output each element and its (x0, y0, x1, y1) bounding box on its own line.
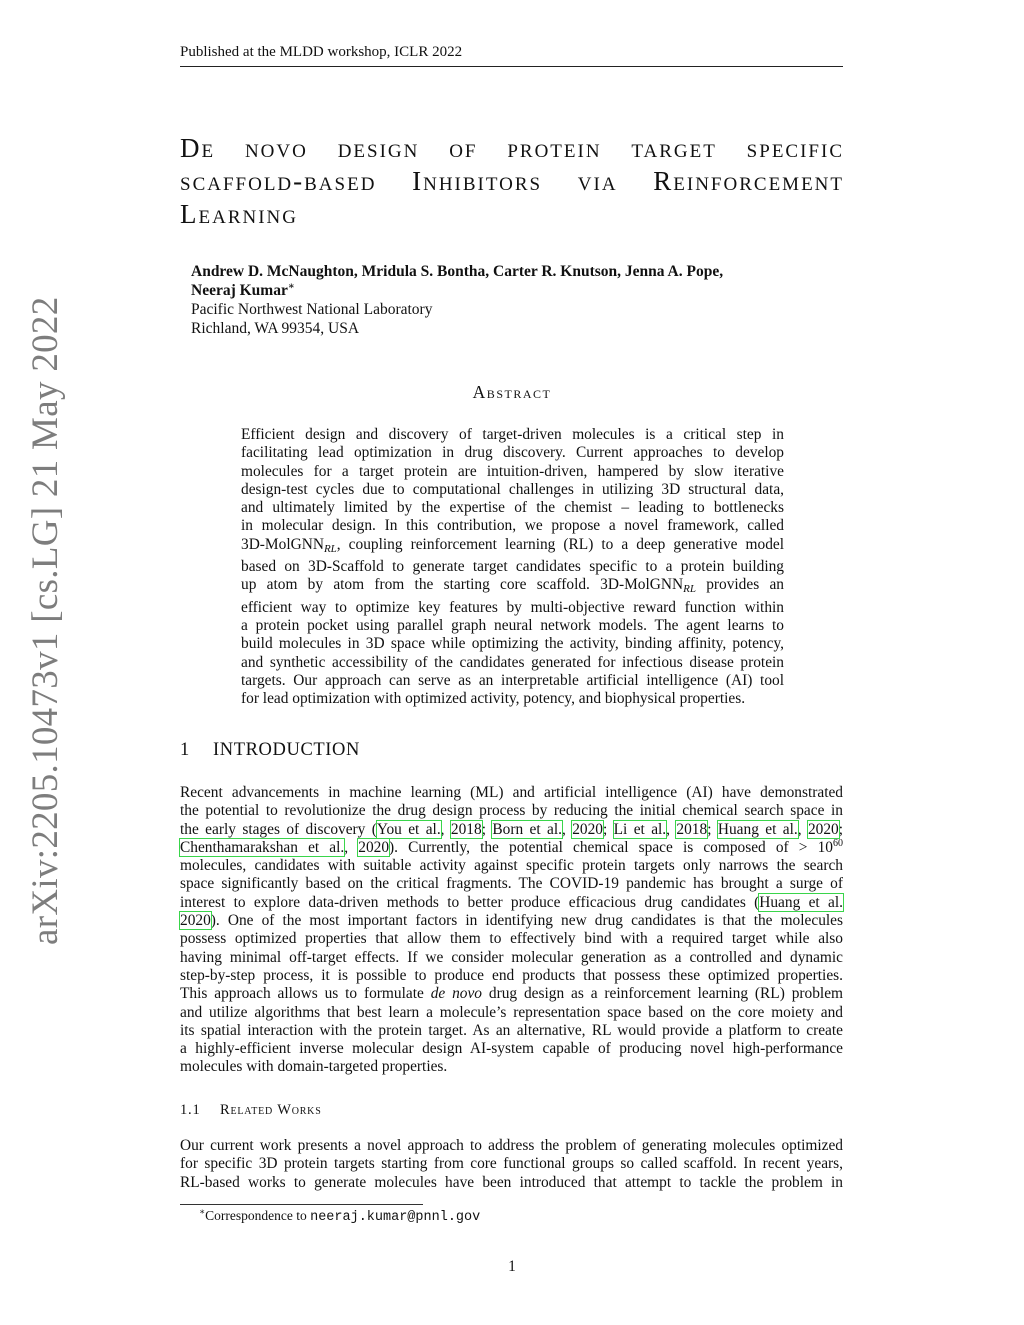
corresponding-mark: ∗ (287, 280, 295, 292)
abstract-line: and synthetic accessibility of the candidates generated for infectious disease protein (241, 653, 784, 671)
body-line: for specific 3D protein targets starting from core functional groups so called scaffold. In recent years, (180, 1155, 843, 1173)
abstract-line: and ultimately limited by the expertise of the chemist – leading to bottlenecks (241, 499, 784, 517)
abstract-line: in molecular design. In this contribution, we propose a novel framework, called (241, 517, 784, 535)
citation-link[interactable]: Huang et al. (717, 820, 798, 838)
body-line: a highly-efficient inverse molecular design AI-system capable of producing novel high-performance (180, 1040, 843, 1058)
title-line: Learning (180, 199, 298, 229)
body-line: step-by-step process, it is possible to produce end products that possess these optimized properties. (180, 966, 843, 984)
citation-year-link[interactable]: 2020 (180, 912, 211, 930)
body-line: RL-based works to generate molecules have been introduced that attempt to tackle the problem in (180, 1173, 843, 1191)
body-line: and utilize algorithms that best learn a molecule’s representation space based on the core moiety and (180, 1003, 843, 1021)
page-number: 1 (508, 1258, 516, 1275)
body-line: Our current work presents a novel approach to address the problem of generating molecules optimized (180, 1137, 843, 1154)
citation-link[interactable]: Born et al. (492, 820, 562, 838)
abstract-line: efficient way to optimize key features by multi-objective reward function within (241, 598, 784, 616)
abstract-line: a protein pocket using parallel graph neural network models. The agent learns to (241, 616, 784, 634)
body-line: its spatial interaction with the protein target. As an alternative, RL would provide a platform to create (180, 1021, 843, 1039)
header-rule (180, 66, 843, 67)
footnote: ∗Correspondence to neeraj.kumar@pnnl.gov (199, 1206, 481, 1225)
body-line: molecules with domain-targeted properties. (180, 1058, 448, 1076)
section-heading-introduction: 1 INTRODUCTION (180, 740, 360, 760)
abstract-line: based on 3D-Scaffold to generate target candidates specific to a protein building (241, 558, 784, 576)
body-line: space significantly based on the critical fragments. The COVID-19 pandemic has brought a surge of (180, 875, 843, 893)
introduction-body (180, 784, 843, 1077)
citation-year-link[interactable]: 2020 (807, 820, 839, 838)
abstract-line: Efficient design and discovery of target-driven molecules is a critical step in (241, 426, 784, 443)
abstract-line: 3D-MolGNNRL, coupling reinforcement learning (RL) to a deep generative model (241, 535, 784, 555)
body-line: possess optimized properties that allow them to effectively bind with a required target while also (180, 930, 843, 948)
related-works-body (180, 1137, 843, 1192)
citation-link[interactable]: Chenthamarakshan et al. (180, 838, 345, 856)
body-line: the potential to revolutionize the drug design process by reducing the initial chemical search space in (180, 802, 843, 820)
body-line: interest to explore data-driven methods to better produce efficacious drug candidates (Huang et al. (180, 893, 843, 911)
paper-title (180, 132, 844, 231)
citation-year-link[interactable]: 2020 (572, 820, 603, 838)
abstract-line: build molecules in 3D space while optimizing the activity, binding affinity, potency, (241, 635, 784, 653)
body-line: Recent advancements in machine learning (ML) and artificial intelligence (AI) have demonstrated (180, 784, 843, 801)
citation-year-link[interactable]: 2018 (676, 820, 708, 838)
body-line: This approach allows us to formulate de novo drug design as a reinforcement learning (RL) problem (180, 985, 844, 1003)
body-line: 2020). One of the most important factors in identifying new drug candidates is that the molecules (180, 912, 843, 930)
abstract-line: facilitating lead optimization in drug discovery. Current approaches to develop (241, 444, 784, 462)
citation-link[interactable]: Huang et al. (759, 893, 843, 911)
affiliation: Pacific Northwest National Laboratory (191, 301, 433, 318)
subsection-heading-related-works: 1.1 Related Works (180, 1102, 322, 1118)
citation-link[interactable]: Li et al. (613, 820, 667, 838)
abstract-line: targets. Our approach can serve as an interpretable artificial intelligence (AI) tool (241, 671, 784, 689)
abstract-line: up atom by atom from the starting core scaffold. 3D-MolGNNRL provides an (241, 576, 784, 596)
citation-link[interactable]: You et al. (376, 820, 441, 838)
abstract-body (241, 426, 784, 708)
body-line: the early stages of discovery (You et al., 2018; Born et al., 2020; Li et al., 2018; Huang et al., 2020; (180, 820, 844, 838)
body-line: Chenthamarakshan et al., 2020). Currently, the potential chemical space is composed of > $10^{60}$ (180, 837, 844, 856)
title-line: scaffold-based Inhibitors via Reinforcement (180, 166, 844, 196)
abstract-line: for lead optimization with optimized activity, potency, and biophysical properties. (241, 690, 746, 708)
author-names: Andrew D. McNaughton, Mridula S. Bontha, Carter R. Knutson, Jenna A. Pope, (191, 263, 724, 280)
title-line: De novo design of protein target specific (180, 133, 844, 163)
abstract-line: design-test cycles due to computational challenges in utilizing 3D structural data, (241, 480, 784, 498)
abstract-heading: Abstract (472, 382, 552, 402)
body-line: having minimal off-target effects. If we consider molecular generation as a controlled and dynamic (180, 948, 843, 966)
arxiv-stamp: arXiv:2205.10473v1 [cs.LG] 21 May 2022 (25, 296, 66, 945)
author-block (191, 262, 723, 338)
citation-year-link[interactable]: 2018 (450, 820, 482, 838)
email-link[interactable]: neeraj.kumar@pnnl.gov (310, 1210, 481, 1225)
address: Richland, WA 99354, USA (191, 320, 360, 337)
citation-year-link[interactable]: 2020 (358, 838, 390, 856)
abstract-line: molecules for a target protein are intuition-driven, hampered by slow iterative (241, 462, 784, 480)
author-names-cont: Neeraj Kumar∗ (191, 280, 295, 299)
footnote-rule (180, 1204, 423, 1205)
body-line: molecules, candidates with suitable activity against specific protein targets only narrows the search (180, 857, 843, 875)
running-header: Published at the MLDD workshop, ICLR 2022 (180, 44, 463, 60)
